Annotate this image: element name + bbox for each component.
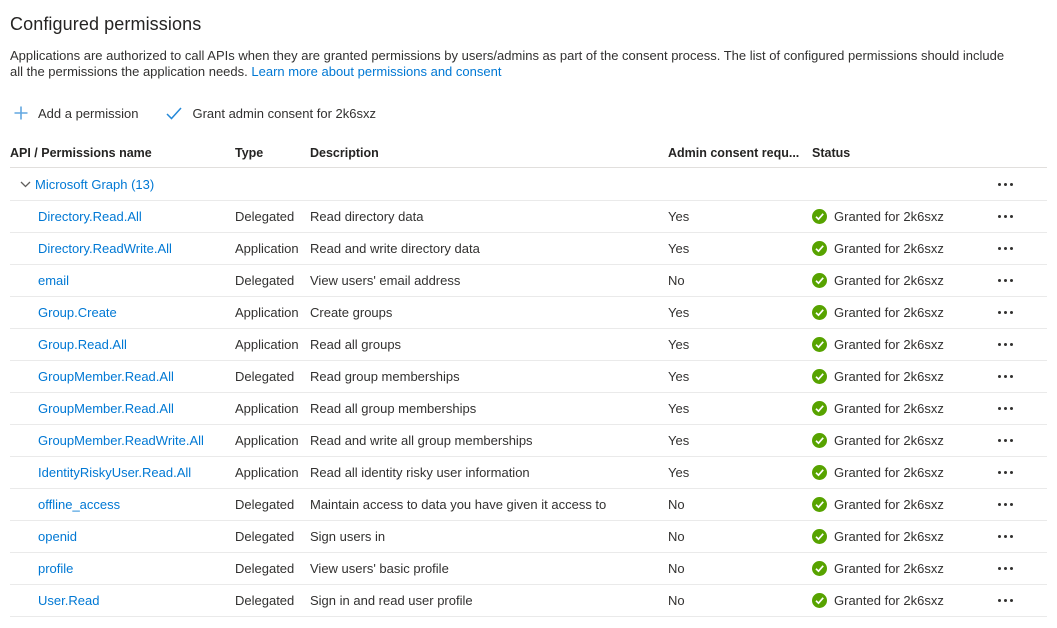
permission-type: Application: [235, 433, 299, 448]
more-options-icon: [998, 375, 1001, 378]
granted-check-icon: [812, 209, 827, 224]
admin-consent-required-value: Yes: [668, 337, 690, 352]
table-row: [10, 297, 1047, 329]
table-body: [10, 201, 1047, 617]
granted-check-icon: [812, 401, 827, 416]
permission-type: Delegated: [235, 561, 295, 576]
row-more-options-button[interactable]: [977, 233, 1047, 264]
permission-description: View users' basic profile: [310, 561, 449, 576]
row-more-options-button[interactable]: [977, 297, 1047, 328]
more-options-icon: [998, 439, 1001, 442]
grant-admin-consent-label: Grant admin consent for 2k6sxz: [192, 105, 376, 121]
permission-description: Maintain access to data you have given it access to: [310, 497, 607, 512]
permission-name-link[interactable]: GroupMember.Read.All: [38, 401, 174, 416]
granted-check-icon: [812, 465, 827, 480]
row-more-options-button[interactable]: [977, 329, 1047, 360]
row-more-options-button[interactable]: [977, 521, 1047, 552]
description-text: Applications are authorized to call APIs when they are granted permissions by users/admins as part of the consent process. The list of configured permissions should include all the permissions the application needs.: [10, 48, 1005, 79]
granted-check-icon: [812, 433, 827, 448]
permission-name-link[interactable]: Group.Create: [38, 305, 117, 320]
admin-consent-required-value: No: [668, 497, 685, 512]
status-text: Granted for 2k6sxz: [834, 433, 944, 448]
permission-description: Read all groups: [310, 337, 402, 352]
admin-consent-required-value: Yes: [668, 465, 690, 480]
granted-check-icon: [812, 305, 827, 320]
status-text: Granted for 2k6sxz: [834, 465, 944, 480]
permission-description: View users' email address: [310, 273, 461, 288]
permission-type: Delegated: [235, 529, 295, 544]
status-text: Granted for 2k6sxz: [834, 561, 944, 576]
page-title: Configured permissions: [10, 14, 202, 34]
permission-name-link[interactable]: IdentityRiskyUser.Read.All: [38, 465, 192, 480]
row-more-options-button[interactable]: [977, 265, 1047, 296]
table-row: [10, 361, 1047, 393]
learn-more-link[interactable]: Learn more about permissions and consent: [251, 64, 502, 79]
more-options-icon: [998, 343, 1001, 346]
permission-name-link[interactable]: offline_access: [38, 497, 121, 512]
permission-name-link[interactable]: profile: [38, 561, 74, 576]
admin-consent-required-value: Yes: [668, 401, 690, 416]
row-more-options-button[interactable]: [977, 425, 1047, 456]
status-text: Granted for 2k6sxz: [834, 497, 944, 512]
more-options-icon: [998, 407, 1001, 410]
permissions-description: [10, 48, 1014, 80]
admin-consent-required-value: Yes: [668, 433, 690, 448]
more-options-icon: [998, 311, 1001, 314]
more-options-icon: [998, 567, 1001, 570]
status-text: Granted for 2k6sxz: [834, 529, 944, 544]
permission-name-link[interactable]: GroupMember.Read.All: [38, 369, 174, 384]
more-options-icon: [998, 599, 1001, 602]
row-more-options-button[interactable]: [977, 489, 1047, 520]
permission-name-link[interactable]: openid: [38, 529, 78, 544]
admin-consent-required-value: Yes: [668, 305, 690, 320]
permission-type: Delegated: [235, 369, 295, 384]
table-row: [10, 233, 1047, 265]
table-header-row: [10, 138, 1047, 168]
more-options-icon: [998, 535, 1001, 538]
add-permission-button[interactable]: [10, 106, 142, 121]
permission-name-link[interactable]: email: [38, 273, 70, 288]
plus-icon: [14, 106, 28, 120]
check-icon: [166, 107, 182, 120]
permission-description: Read and write directory data: [310, 241, 480, 256]
row-more-options-button[interactable]: [977, 361, 1047, 392]
granted-check-icon: [812, 241, 827, 256]
row-more-options-button[interactable]: [977, 201, 1047, 232]
table-row: [10, 201, 1047, 233]
row-more-options-button[interactable]: [977, 393, 1047, 424]
permission-description: Read group memberships: [310, 369, 460, 384]
more-options-icon: [998, 503, 1001, 506]
api-group-row-microsoft-graph: [10, 168, 1047, 201]
more-options-icon: [998, 183, 1001, 186]
table-row: [10, 585, 1047, 617]
status-text: Granted for 2k6sxz: [834, 305, 944, 320]
header-type: Type: [235, 145, 264, 160]
permission-name-link[interactable]: Directory.ReadWrite.All: [38, 241, 172, 256]
permission-type: Delegated: [235, 209, 295, 224]
table-row: [10, 457, 1047, 489]
status-text: Granted for 2k6sxz: [834, 401, 944, 416]
admin-consent-required-value: Yes: [668, 369, 690, 384]
granted-check-icon: [812, 529, 827, 544]
permission-type: Application: [235, 401, 299, 416]
granted-check-icon: [812, 497, 827, 512]
granted-check-icon: [812, 273, 827, 288]
permission-description: Read all group memberships: [310, 401, 477, 416]
group-more-options-button[interactable]: [977, 168, 1047, 200]
admin-consent-required-value: No: [668, 561, 685, 576]
permissions-table: [10, 138, 1047, 617]
status-text: Granted for 2k6sxz: [834, 337, 944, 352]
permission-description: Read and write all group memberships: [310, 433, 533, 448]
permission-description: Create groups: [310, 305, 393, 320]
chevron-down-icon[interactable]: [20, 181, 31, 188]
admin-consent-required-value: No: [668, 273, 685, 288]
permission-type: Delegated: [235, 273, 295, 288]
table-row: [10, 553, 1047, 585]
permission-description: Sign users in: [310, 529, 386, 544]
table-row: [10, 329, 1047, 361]
permission-description: Read directory data: [310, 209, 424, 224]
table-row: [10, 425, 1047, 457]
row-more-options-button[interactable]: [977, 457, 1047, 488]
permission-type: Application: [235, 337, 299, 352]
table-row: [10, 265, 1047, 297]
table-row: [10, 393, 1047, 425]
permission-name-link[interactable]: Directory.Read.All: [38, 209, 142, 224]
status-text: Granted for 2k6sxz: [834, 209, 944, 224]
admin-consent-required-value: No: [668, 593, 685, 608]
header-status: Status: [812, 145, 851, 160]
add-permission-label: Add a permission: [38, 105, 139, 121]
granted-check-icon: [812, 561, 827, 576]
permission-type: Delegated: [235, 497, 295, 512]
more-options-icon: [998, 215, 1001, 218]
admin-consent-required-value: Yes: [668, 209, 690, 224]
status-text: Granted for 2k6sxz: [834, 369, 944, 384]
permission-type: Delegated: [235, 593, 295, 608]
permission-type: Application: [235, 465, 299, 480]
permissions-toolbar: [10, 102, 1047, 124]
microsoft-graph-group-link[interactable]: Microsoft Graph (13): [35, 176, 155, 192]
permission-name-link[interactable]: User.Read: [38, 593, 100, 608]
permission-description: Sign in and read user profile: [310, 593, 473, 608]
status-text: Granted for 2k6sxz: [834, 593, 944, 608]
more-options-icon: [998, 247, 1001, 250]
status-text: Granted for 2k6sxz: [834, 241, 944, 256]
permission-description: Read all identity risky user information: [310, 465, 530, 480]
header-description: Description: [310, 145, 379, 160]
permission-type: Application: [235, 241, 299, 256]
grant-admin-consent-button[interactable]: [162, 106, 380, 121]
row-more-options-button[interactable]: [977, 553, 1047, 584]
row-more-options-button[interactable]: [977, 585, 1047, 616]
permission-name-link[interactable]: GroupMember.ReadWrite.All: [38, 433, 204, 448]
table-row: [10, 521, 1047, 553]
admin-consent-required-value: No: [668, 529, 685, 544]
permission-name-link[interactable]: Group.Read.All: [38, 337, 127, 352]
permission-type: Application: [235, 305, 299, 320]
admin-consent-required-value: Yes: [668, 241, 690, 256]
more-options-icon: [998, 279, 1001, 282]
granted-check-icon: [812, 337, 827, 352]
table-row: [10, 489, 1047, 521]
granted-check-icon: [812, 369, 827, 384]
granted-check-icon: [812, 593, 827, 608]
header-api-permissions-name: API / Permissions name: [10, 145, 152, 160]
header-admin-consent-required: Admin consent requ...: [668, 145, 800, 160]
more-options-icon: [998, 471, 1001, 474]
status-text: Granted for 2k6sxz: [834, 273, 944, 288]
